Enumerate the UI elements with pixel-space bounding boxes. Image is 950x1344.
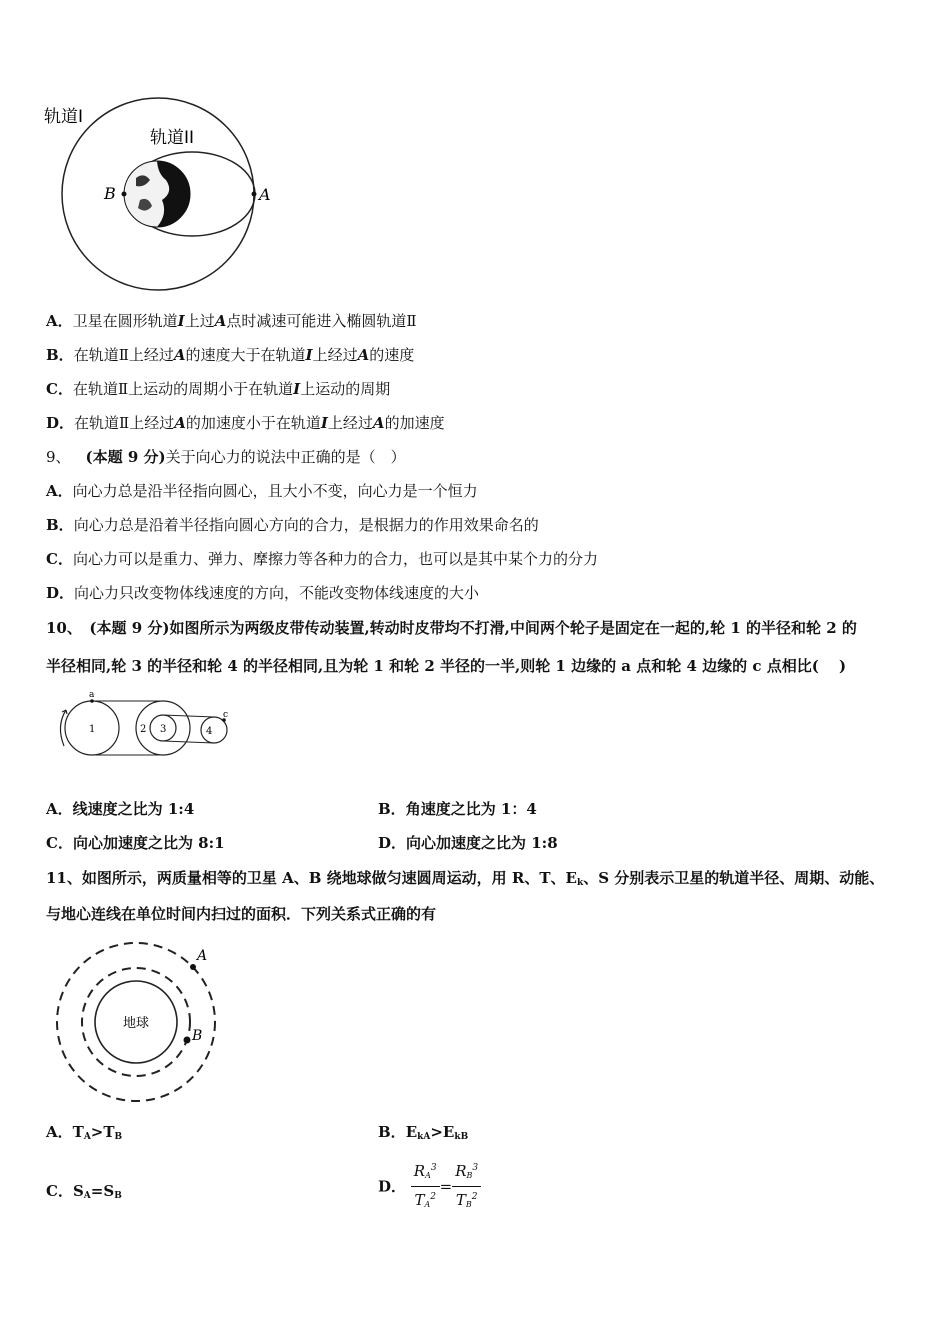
satellite-b-dot: [184, 1037, 191, 1044]
wheel-3-label: 3: [160, 724, 167, 735]
satellite-a-dot: [190, 964, 196, 970]
q11-option-d[interactable]: D． $\frac{R_A^3}{T_A^2}$ = $\frac{R_B^3}{T_B^2}$: [378, 1158, 481, 1215]
q9-option-a[interactable]: A．向心力总是沿半径指向圆心，且大小不变，向心力是一个恒力: [46, 482, 478, 500]
point-a-dot: [252, 192, 257, 197]
wheel-2-label: 2: [140, 724, 147, 735]
q8-option-b[interactable]: B．在轨道Ⅱ上经过A的速度大于在轨道I上经过A的速度: [46, 346, 415, 364]
satellite-orbit-figure: [52, 940, 224, 1102]
q10-option-c[interactable]: C．向心加速度之比为 8:1: [46, 834, 225, 852]
q8-option-c[interactable]: C．在轨道Ⅱ上运动的周期小于在轨道I上运动的周期: [46, 380, 391, 398]
q11-stem-line2: 与地心连线在单位时间内扫过的面积．下列关系式正确的有: [46, 905, 437, 923]
orbit-1-label: 轨道I: [44, 107, 84, 127]
q10-option-b[interactable]: B．角速度之比为 1：4: [378, 800, 537, 818]
satellite-b-label: B: [192, 1028, 203, 1044]
point-a-label: A: [259, 185, 271, 204]
point-a-label: a: [89, 690, 95, 700]
q11-stem-line1: 11、如图所示，两质量相等的卫星 A、B 绕地球做匀速圆周运动，用 R、T、$E_k$、S 分别表示卫星的轨道半径、周期、动能、: [46, 869, 885, 888]
q11-option-a[interactable]: A．$T_A>T_B$: [46, 1123, 123, 1142]
fraction-right: $\frac{R_B^3}{T_B^2}$: [452, 1158, 481, 1215]
point-b-dot: [122, 192, 127, 197]
q9-stem: 9、 (本题 9 分)关于向心力的说法中正确的是（ ）: [46, 448, 406, 466]
q11-option-c[interactable]: C．$S_A=S_B$: [46, 1182, 122, 1201]
satellite-a-label: A: [197, 948, 208, 964]
q9-option-c[interactable]: C．向心力可以是重力、弹力、摩擦力等各种力的合力，也可以是其中某个力的分力: [46, 550, 598, 568]
q9-option-b[interactable]: B．向心力总是沿着半径指向圆心方向的合力，是根据力的作用效果命名的: [46, 516, 539, 534]
q11-option-b[interactable]: B．$E_{kA}>E_{kB}$: [378, 1123, 469, 1142]
q8-option-d[interactable]: D．在轨道Ⅱ上经过A的加速度小于在轨道I上经过A的加速度: [46, 414, 445, 432]
wheel-4-label: 4: [206, 726, 213, 737]
belt-drive-figure: [52, 688, 242, 760]
q10-stem-line2: 半径相同,轮 3 的半径和轮 4 的半径相同,且为轮 1 和轮 2 半径的一半,则轮 1 边缘的 a 点和轮 4 边缘的 c 点相比( ): [46, 657, 847, 675]
q10-stem-line1: 10、 (本题 9 分)如图所示为两级皮带传动装置,转动时皮带均不打滑,中间两个轮子是固定在一起的,轮 1 的半径和轮 2 的: [46, 619, 857, 637]
q10-option-a[interactable]: A．线速度之比为 1:4: [46, 800, 195, 818]
belt-2-top: [163, 715, 214, 717]
point-c-label: c: [223, 710, 229, 720]
orbit-2-label: 轨道II: [150, 128, 195, 148]
q9-option-d[interactable]: D．向心力只改变物体线速度的方向，不能改变物体线速度的大小: [46, 584, 480, 602]
q10-option-d[interactable]: D．向心加速度之比为 1:8: [378, 834, 558, 852]
q8-option-a[interactable]: A．卫星在圆形轨道I上过A点时减速可能进入椭圆轨道Ⅱ: [46, 312, 417, 330]
belt-2-bottom: [163, 741, 214, 743]
orbit-figure: [40, 96, 280, 296]
wheel-1-label: 1: [89, 724, 96, 735]
earth-label: 地球: [123, 1016, 150, 1031]
point-b-label: B: [104, 184, 116, 203]
fraction-left: $\frac{R_A^3}{T_A^2}$: [411, 1158, 440, 1215]
